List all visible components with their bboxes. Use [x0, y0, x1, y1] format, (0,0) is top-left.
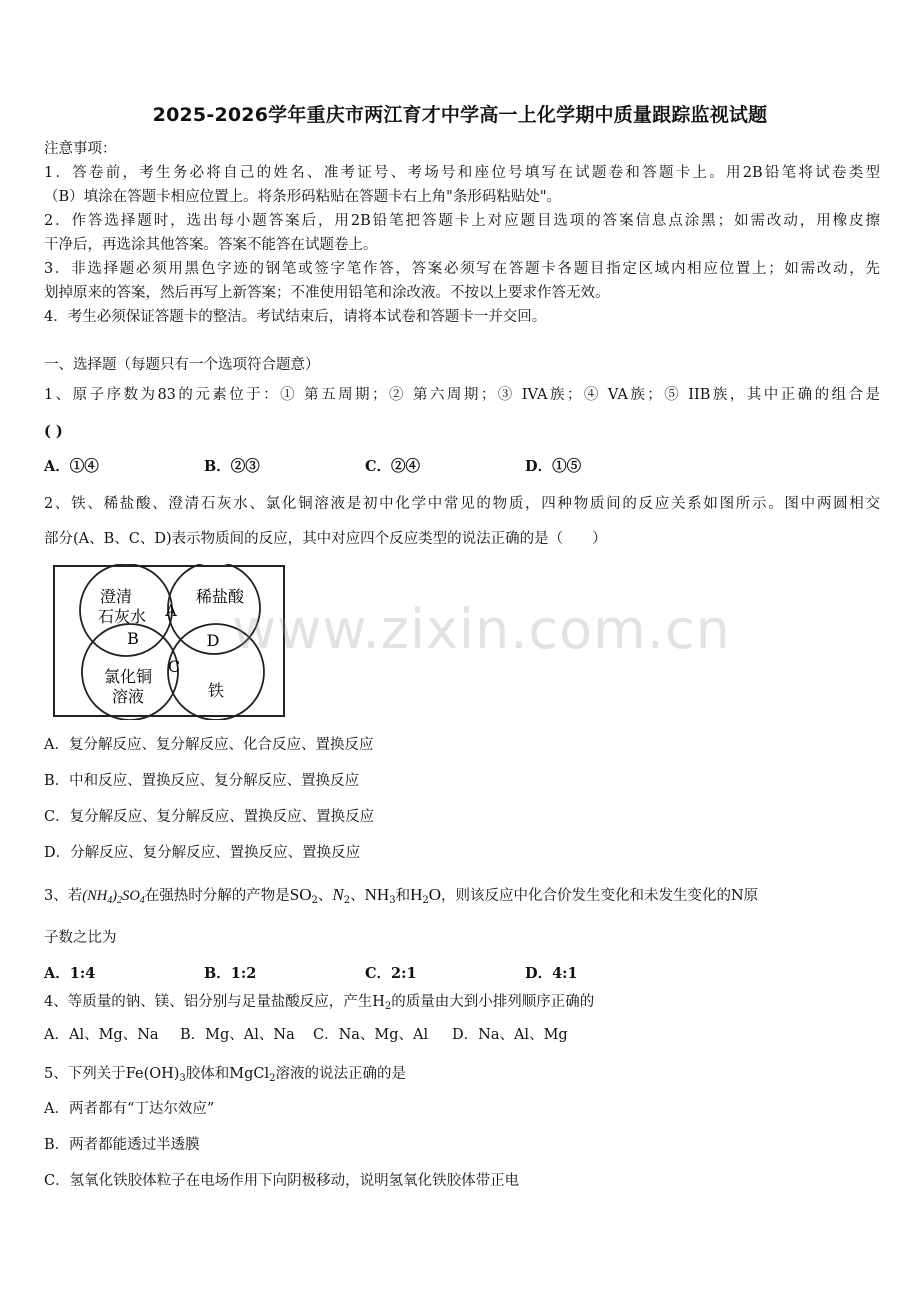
- q4-stem: [44, 991, 880, 1018]
- notice-line-3: 2．作答选择题时，选出每小题答案后，用2B铅笔把答题卡上对应题目选项的答案信息点涂黑；如需改动，用橡皮擦: [44, 213, 880, 229]
- q3-product-so2: SO: [289, 885, 312, 904]
- q4-stem-part-1: 4、等质量的钠、镁、铝分别与足量盐酸反应，产生H: [44, 994, 385, 1010]
- section-heading: 一、选择题（每题只有一个选项符合题意）: [44, 357, 320, 373]
- q2-option-c: C．复分解反应、复分解反应、置换反应、置换反应: [44, 809, 375, 825]
- q3-option-c: C．2:1: [365, 965, 417, 982]
- q5-option-b: B．两者都能透过半透膜: [44, 1137, 200, 1153]
- q5-stem: [44, 1063, 880, 1090]
- q3-product-nh3-sub: 3: [389, 895, 396, 906]
- region-c-label: C: [167, 657, 181, 676]
- q1-paren: ( ): [44, 423, 63, 440]
- q3-middle: 在强热时分解的产物是: [144, 888, 290, 904]
- q3-option-a: A．1:4: [44, 965, 96, 982]
- q3-product-so2-sub: 2: [311, 895, 318, 906]
- q3-formula-sub-2: 2: [117, 895, 123, 906]
- q3-formula-sub-3: 4: [139, 895, 145, 906]
- region-d-label: D: [206, 631, 220, 650]
- q1-option-c: C．②④: [365, 458, 421, 475]
- q1-option-a: A．①④: [44, 458, 99, 475]
- notice-line-4: 干净后，再选涂其他答案。答案不能答在试题卷上。: [44, 237, 378, 253]
- circle-hydrochloric-acid-label: 稀盐酸: [195, 587, 245, 606]
- q2-stem-line-2: 部分(A、B、C、D)表示物质间的反应，其中对应四个反应类型的说法正确的是（ ）: [44, 531, 607, 547]
- q5-stem-part-1: 5、下列关于Fe(OH): [44, 1066, 180, 1082]
- q3-formula-part-2: ): [112, 888, 118, 904]
- circle-limewater-label-2: 石灰水: [97, 607, 147, 626]
- q3-formula-part-1: (NH: [82, 888, 108, 904]
- region-a-label: A: [165, 601, 177, 620]
- q5-option-a: A．两者都有“丁达尔效应”: [44, 1101, 215, 1117]
- q2-option-a: A．复分解反应、复分解反应、化合反应、置换反应: [44, 737, 374, 753]
- q3-separator-2: 、: [350, 888, 365, 904]
- q5-stem-part-3: 溶液的说法正确的是: [275, 1066, 407, 1082]
- q3-prefix: 3、若: [44, 888, 83, 904]
- notice-line-6: 划掉原来的答案，然后再写上新答案；不准使用铅笔和涂改液。不按以上要求作答无效。: [44, 285, 610, 301]
- q3-product-n2-sub: 2: [343, 895, 351, 906]
- q3-stem-line-1: [44, 884, 880, 912]
- q1-option-b: B．②③: [204, 458, 260, 475]
- notice-line-5: 3．非选择题必须用黑色字迹的钢笔或签字笔作答，答案必须写在答题卡各题目指定区域内相应位置上；如需改动，先: [44, 261, 880, 277]
- q2-option-b: B．中和反应、置换反应、复分解反应、置换反应: [44, 773, 360, 789]
- q5-stem-sub-1: 3: [179, 1073, 186, 1084]
- q3-separator-1: 、: [317, 888, 333, 904]
- q3-formula-sub-1: 4: [107, 895, 113, 906]
- q3-product-h2o-o: O: [428, 885, 441, 904]
- q3-product-h2o: H: [410, 885, 423, 904]
- watermark: www.zixin.com.cn: [232, 598, 731, 661]
- q4-stem-part-2: 的质量由大到小排列顺序正确的: [391, 994, 595, 1010]
- region-b-label: B: [127, 629, 139, 648]
- q4-option-c: C．Na、Mg、Al: [313, 1027, 429, 1043]
- q4-option-a: A．Al、Mg、Na: [44, 1027, 159, 1043]
- notice-line-2: （B）填涂在答题卡相应位置上。将条形码粘贴在答题卡右上角"条形码粘贴处"。: [44, 189, 561, 205]
- q3-and: 和: [395, 888, 411, 904]
- q3-formula-part-3: SO: [122, 888, 140, 904]
- circle-copper-chloride-label-1: 氯化铜: [103, 667, 153, 686]
- q5-stem-part-2: 胶体和MgCl: [185, 1066, 270, 1082]
- circle-iron-label: 铁: [207, 681, 225, 700]
- q3-option-d: D．4:1: [525, 965, 578, 982]
- q4-stem-sub: 2: [384, 1001, 392, 1012]
- circle-copper-chloride-label-2: 溶液: [111, 687, 145, 706]
- q1-stem: 1、原子序数为83的元素位于：① 第五周期；② 第六周期；③ IVA族；④ VA族；⑤ IIB族，其中正确的组合是: [44, 387, 880, 403]
- q5-option-c: C．氢氧化铁胶体粒子在电场作用下向阴极移动，说明氢氧化铁胶体带正电: [44, 1173, 520, 1189]
- q3-option-b: B．1:2: [204, 965, 257, 982]
- q5-stem-sub-2: 2: [269, 1073, 276, 1084]
- notice-line-7: 4．考生必须保证答题卡的整洁。考试结束后，请将本试卷和答题卡一并交回。: [44, 309, 547, 325]
- page-title: 2025-2026学年重庆市两江育才中学高一上化学期中质量跟踪监视试题: [152, 104, 768, 126]
- q3-product-h2o-sub: 2: [422, 895, 429, 906]
- q2-option-d: D．分解反应、复分解反应、置换反应、置换反应: [44, 845, 361, 861]
- q1-option-d: D．①⑤: [525, 458, 582, 475]
- q3-product-nh3: NH: [364, 885, 390, 904]
- q3-stem-line-2: 子数之比为: [44, 930, 117, 946]
- q3-suffix: ，则该反应中化合价发生变化和未发生变化的N原: [441, 888, 759, 904]
- notice-line-1: 1．答卷前，考生务必将自己的姓名、准考证号、考场号和座位号填写在试题卷和答题卡上。用2B铅笔将试卷类型: [44, 165, 880, 181]
- circle-limewater-label-1: 澄清: [99, 587, 133, 606]
- q2-stem-line-1: 2、铁、稀盐酸、澄清石灰水、氯化铜溶液是初中化学中常见的物质，四种物质间的反应关系如图所示。图中两圆相交: [44, 496, 880, 512]
- q3-product-n2: N: [332, 885, 344, 904]
- notice-heading: 注意事项：: [44, 141, 117, 157]
- q4-option-b: B．Mg、Al、Na: [180, 1027, 295, 1043]
- q4-option-d: D．Na、Al、Mg: [452, 1027, 568, 1043]
